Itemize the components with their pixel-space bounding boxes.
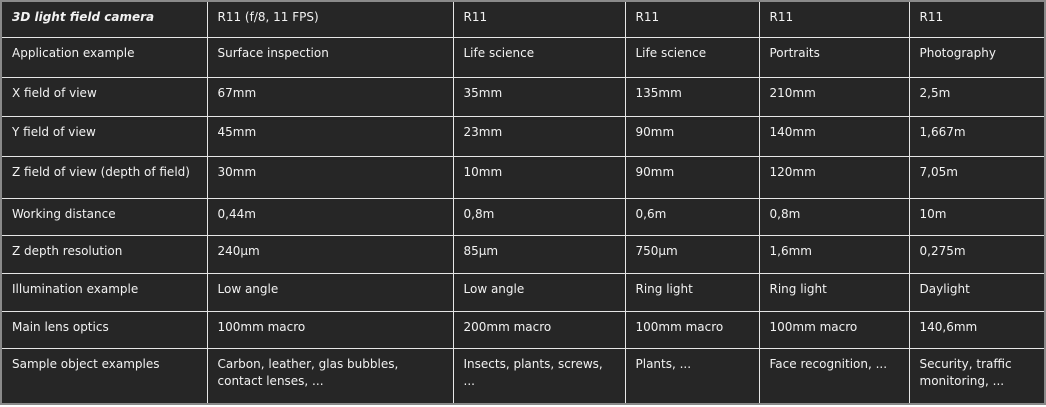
- row-label: X field of view: [1, 77, 207, 117]
- table-cell: 10m: [909, 198, 1045, 236]
- row-label: Working distance: [1, 198, 207, 236]
- table-cell: 100mm macro: [625, 311, 759, 349]
- table-cell: Low angle: [207, 273, 453, 311]
- table-row: [1, 311, 1045, 349]
- table-cell: 100mm macro: [207, 311, 453, 349]
- table-cell: 0,8m: [453, 198, 625, 236]
- table-cell: 0,44m: [207, 198, 453, 236]
- table-cell: Life science: [625, 38, 759, 78]
- table-cell: 140,6mm: [909, 311, 1045, 349]
- table-cell: 0,275m: [909, 236, 1045, 274]
- table-cell: 0,8m: [759, 198, 909, 236]
- table-cell: Photography: [909, 38, 1045, 78]
- table-cell: Security, traffic monitoring, ...: [909, 349, 1045, 404]
- table-cell: 0,6m: [625, 198, 759, 236]
- table-cell: Ring light: [759, 273, 909, 311]
- table-row: [1, 77, 1045, 117]
- table-cell: 120mm: [759, 157, 909, 199]
- table-row: [1, 349, 1045, 404]
- row-label: Illumination example: [1, 273, 207, 311]
- header-cell: R11 (f/8, 11 FPS): [207, 1, 453, 38]
- row-label: Z depth resolution: [1, 236, 207, 274]
- table-cell: 23mm: [453, 117, 625, 157]
- table-cell: 1,667m: [909, 117, 1045, 157]
- row-label: Y field of view: [1, 117, 207, 157]
- header-title: 3D light field camera: [1, 1, 207, 38]
- table-row: [1, 273, 1045, 311]
- table-cell: 200mm macro: [453, 311, 625, 349]
- table-cell: 135mm: [625, 77, 759, 117]
- table-cell: 10mm: [453, 157, 625, 199]
- table-cell: Portraits: [759, 38, 909, 78]
- table-cell: 1,6mm: [759, 236, 909, 274]
- table-cell: 7,05m: [909, 157, 1045, 199]
- table-cell: 67mm: [207, 77, 453, 117]
- header-cell: R11: [909, 1, 1045, 38]
- table-cell: 45mm: [207, 117, 453, 157]
- header-cell: R11: [625, 1, 759, 38]
- table-cell: 85µm: [453, 236, 625, 274]
- table-cell: Low angle: [453, 273, 625, 311]
- table-row: [1, 198, 1045, 236]
- row-label: Main lens optics: [1, 311, 207, 349]
- table-cell: 750µm: [625, 236, 759, 274]
- row-label: Application example: [1, 38, 207, 78]
- table-cell: 35mm: [453, 77, 625, 117]
- table-row: [1, 38, 1045, 78]
- table-cell: 100mm macro: [759, 311, 909, 349]
- table-cell: Ring light: [625, 273, 759, 311]
- table-cell: 240µm: [207, 236, 453, 274]
- header-cell: R11: [453, 1, 625, 38]
- table-cell: Insects, plants, screws, ...: [453, 349, 625, 404]
- table-row: [1, 117, 1045, 157]
- table-row: [1, 157, 1045, 199]
- table-cell: Life science: [453, 38, 625, 78]
- row-label: Z field of view (depth of field): [1, 157, 207, 199]
- table-cell: Face recognition, ...: [759, 349, 909, 404]
- table-cell: 2,5m: [909, 77, 1045, 117]
- table-cell: Plants, ...: [625, 349, 759, 404]
- table-cell: 30mm: [207, 157, 453, 199]
- table-cell: 210mm: [759, 77, 909, 117]
- row-label: Sample object examples: [1, 349, 207, 404]
- table-cell: Carbon, leather, glas bubbles, contact lenses, ...: [207, 349, 453, 404]
- table-cell: Surface inspection: [207, 38, 453, 78]
- header-cell: R11: [759, 1, 909, 38]
- header-row: [1, 1, 1045, 38]
- table-cell: 140mm: [759, 117, 909, 157]
- table-cell: 90mm: [625, 157, 759, 199]
- table-cell: 90mm: [625, 117, 759, 157]
- table-cell: Daylight: [909, 273, 1045, 311]
- table-row: [1, 236, 1045, 274]
